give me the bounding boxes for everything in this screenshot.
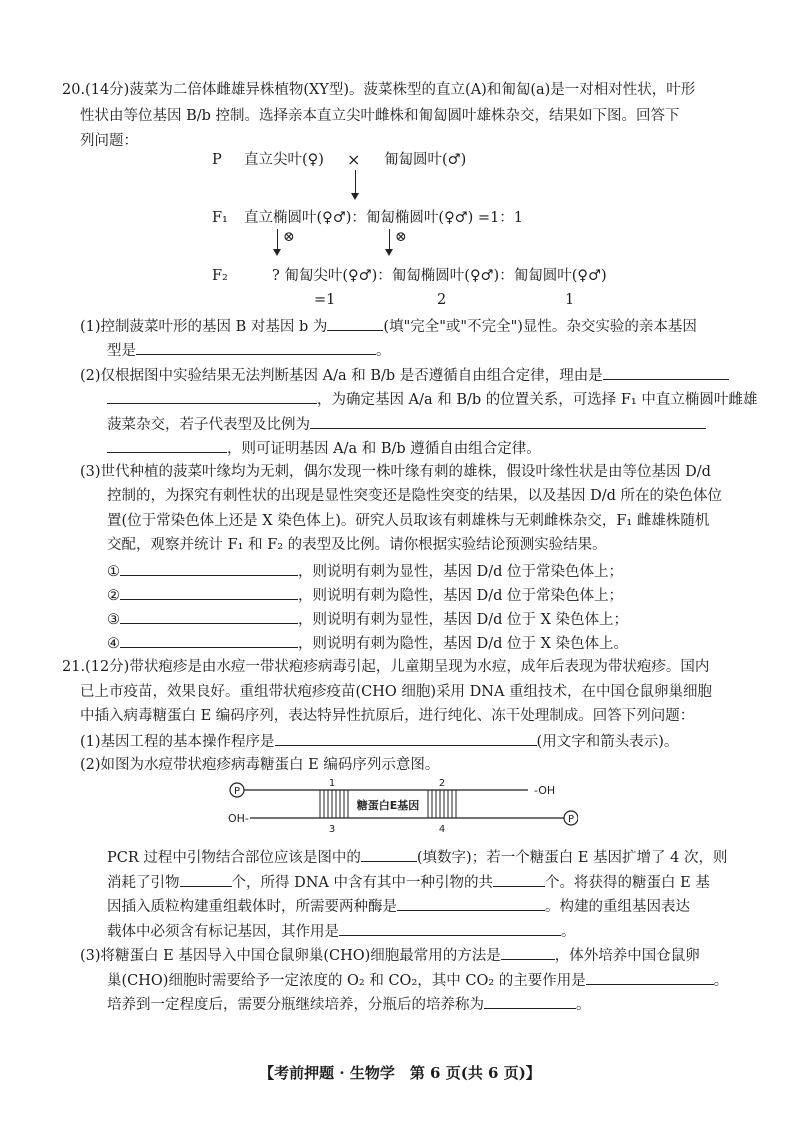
cross-symbol: × — [347, 150, 361, 169]
site-4: 4 — [438, 824, 446, 835]
q20-part2-line-2: ，为确定基因 A/a 和 B/b 的位置关系，可选择 F₁ 中直立椭圆叶雌雄 — [107, 388, 757, 410]
phosphate-icon — [230, 783, 244, 797]
site-1: 1 — [328, 778, 336, 789]
q21-part2-line-1: PCR 过程中引物结合部位应该是图中的 (填数字)；若一个糖蛋白 E 基因扩增了 4 次，则 — [107, 846, 727, 868]
answer-blank[interactable] — [361, 846, 417, 862]
q21-intro-line-3: 中插入病毒糖蛋白 E 编码序列，表达特异性抗原后，进行纯化、冻干处理制成。回答下列问题： — [80, 708, 695, 724]
answer-blank[interactable] — [327, 315, 383, 331]
site-3: 3 — [328, 824, 336, 835]
answer-blank[interactable] — [493, 871, 545, 887]
q20-part3-line-2: 控制的，为探究有刺性状的出现是显性突变还是隐性突变的结果，以及基因 D/d 所在的染色体位 — [107, 488, 723, 504]
answer-blank[interactable] — [275, 730, 537, 746]
q20-part3-line-1: (3)世代种植的菠菜叶缘均为无刺，偶尔发现一株叶缘有刺的雄株，假设叶缘性状是由等位基因 D/d — [80, 464, 711, 480]
arrow-down-icon — [355, 170, 356, 198]
svg-text:P: P — [233, 786, 241, 797]
q20-intro-line-2: 性状由等位基因 B/b 控制。选择亲本直立尖叶雌株和匍匐圆叶雄株杂交，结果如下图。回答下 — [80, 108, 680, 124]
answer-blank[interactable] — [339, 920, 561, 936]
oh-label-right: -OH — [534, 784, 556, 797]
cross-ratio-1: =1 — [314, 292, 336, 308]
answer-blank[interactable] — [120, 560, 298, 576]
q21-part2-title: (2)如图为水痘带状疱疹病毒糖蛋白 E 编码序列示意图。 — [80, 757, 440, 773]
q20-part2-line-3: 菠菜杂交，若子代表型及比例为 — [107, 413, 706, 435]
prediction-4: ④ ，则说明有刺为隐性，基因 D/d 位于 X 染色体上。 — [107, 632, 628, 654]
right-primer-region — [428, 790, 456, 818]
q21-part2-line-4: 载体中必须含有标记基因，其作用是 。 — [107, 920, 576, 942]
q20-part1-line-1: (1)控制菠菜叶形的基因 B 对基因 b 为 (填"完全"或"不完全")显性。杂交实验的亲本基因 — [80, 315, 697, 337]
self-cross-icon: ⊗ — [283, 229, 295, 245]
cross-ratio-2: 2 — [437, 292, 447, 308]
answer-blank[interactable] — [107, 437, 227, 453]
oh-label-left: OH- — [228, 812, 249, 825]
cross-p-male: 匍匐圆叶(♂) — [384, 152, 467, 168]
q21-part2-line-2: 消耗了引物 个，所得 DNA 中含有其中一种引物的共 个。将获得的糖蛋白 E 基 — [107, 871, 710, 893]
cross-p-label: P — [212, 152, 222, 168]
q20-part1-line-2: 型是 。 — [107, 339, 391, 361]
prediction-2: ② ，则说明有刺为隐性，基因 D/d 位于常染色体上； — [107, 584, 623, 606]
answer-blank[interactable] — [120, 608, 298, 624]
answer-blank[interactable] — [136, 339, 376, 355]
cross-ratio-3: 1 — [565, 292, 575, 308]
arrow-down-icon — [389, 229, 390, 254]
q20-intro-line-1: 20.(14分)菠菜为二倍体雌雄异株植物(XY型)。菠菜株型的直立(A)和匍匐(a)是一对相对性状，叶形 — [62, 82, 696, 98]
glycoprotein-e-gene-diagram — [228, 778, 578, 836]
q21-intro-line-2: 已上市疫苗，效果良好。重组带状疱疹疫苗(CHO 细胞)采用 DNA 重组技术，在中国仓鼠卵巢细胞 — [80, 684, 713, 700]
arrow-down-icon — [277, 229, 278, 254]
answer-blank[interactable] — [107, 388, 317, 404]
gene-label: 糖蛋白E基因 — [356, 799, 420, 812]
q20-part2-line-1: (2)仅根据图中实验结果无法判断基因 A/a 和 B/b 是否遵循自由组合定律，理由是 — [80, 364, 729, 386]
q21-part3-line-1: (3)将糖蛋白 E 基因导入中国仓鼠卵巢(CHO)细胞最常用的方法是 ，体外培养中国仓鼠卵 — [80, 944, 700, 966]
answer-blank[interactable] — [120, 584, 298, 600]
answer-blank[interactable] — [603, 364, 729, 380]
phosphate-icon — [564, 811, 578, 825]
answer-blank[interactable] — [484, 993, 576, 1009]
svg-text:P: P — [567, 814, 575, 825]
cross-p-female: 直立尖叶(♀) — [244, 152, 324, 168]
answer-blank[interactable] — [310, 413, 706, 429]
q21-part2-line-3: 因插入质粒构建重组载体时，所需要两种酶是 。构建的重组基因表达 — [107, 895, 690, 917]
answer-blank[interactable] — [180, 871, 232, 887]
q21-part1: (1)基因工程的基本操作程序是 (用文字和箭头表示)。 — [80, 730, 678, 752]
q21-part3-line-2: 巢(CHO)细胞时需要给予一定浓度的 O₂ 和 CO₂，其中 CO₂ 的主要作用是 。 — [107, 969, 728, 991]
answer-blank[interactable] — [501, 944, 555, 960]
q20-intro-line-3: 列问题： — [80, 133, 138, 149]
site-2: 2 — [438, 778, 446, 789]
cross-f2-label: F₂ — [212, 268, 228, 284]
q20-part3-line-3: 置(位于常染色体上还是 X 染色体上)。研究人员取该有刺雄株与无刺雌株杂交，F₁ 雌雄株随机 — [107, 513, 710, 529]
answer-blank[interactable] — [120, 632, 298, 648]
prediction-1: ① ，则说明有刺为显性，基因 D/d 位于常染色体上； — [107, 560, 623, 582]
self-cross-icon: ⊗ — [395, 229, 407, 245]
q20-part3-line-4: 交配，观察并统计 F₁ 和 F₂ 的表型及比例。请你根据实验结论预测实验结果。 — [107, 537, 607, 553]
q20-part2-line-4: ，则可证明基因 A/a 和 B/b 遵循自由组合定律。 — [107, 437, 541, 459]
page-footer: 【考前押题 · 生物学 第 6 页(共 6 页)】 — [259, 1064, 541, 1082]
q21-intro-line-1: 21.(12分)带状疱疹是由水痘一带状疱疹病毒引起，儿童期呈现为水痘，成年后表现为带状疱疹。国内 — [62, 659, 710, 675]
cross-f1-text: 直立椭圆叶(♀♂)：匍匐椭圆叶(♀♂) =1：1 — [244, 210, 524, 226]
left-primer-region — [320, 790, 348, 818]
cross-f2-text: ? 匍匐尖叶(♀♂)：匍匐椭圆叶(♀♂)：匍匐圆叶(♀♂) — [272, 268, 607, 284]
q21-part3-line-3: 培养到一定程度后，需要分瓶继续培养，分瓶后的培养称为 。 — [107, 993, 591, 1015]
answer-blank[interactable] — [397, 895, 545, 911]
answer-blank[interactable] — [586, 969, 714, 985]
prediction-3: ③ ，则说明有刺为显性，基因 D/d 位于 X 染色体上； — [107, 608, 628, 630]
cross-f1-label: F₁ — [212, 210, 228, 226]
